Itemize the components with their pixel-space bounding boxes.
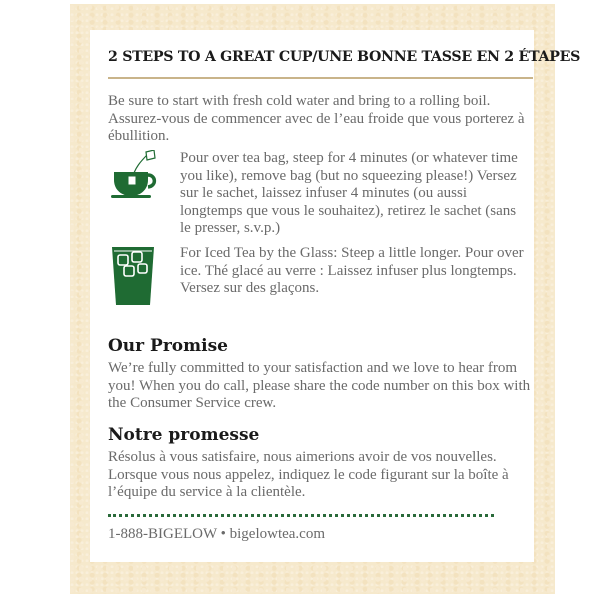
title-divider xyxy=(108,77,533,79)
promise-text: We’re fully committed to your satisfaction and we love to hear from you! When you do call, please share the code number on this box with the Consumer Service crew. xyxy=(108,360,531,411)
hot-tea-instructions: Pour over tea bag, steep for 4 minutes (or whatever time you like), remove bag (but no squeezing please!) Versez sur le sachet, laissez infuser 4 minutes (ou aussi longtemps que vous le souhaitez), retirez le sachet (sans le presser, s.v.p.) xyxy=(180,150,518,236)
instructions-panel xyxy=(90,30,581,562)
contact-footer: 1-888-BIGELOW • bigelowtea.com xyxy=(108,526,326,542)
iced-glass-icon xyxy=(110,245,156,307)
tea-cup-icon xyxy=(108,150,160,200)
iced-tea-instructions: For Iced Tea by the Glass: Steep a little longer. Pour over ice. Thé glacé au verre : Laissez infuser plus longtemps. Versez sur des glaçons. xyxy=(180,245,524,296)
promise-heading: Our Promise xyxy=(108,336,228,356)
dotted-divider xyxy=(108,514,494,517)
page-title: 2 STEPS TO A GREAT CUP/UNE BONNE TASSE EN 2 ÉTAPES xyxy=(108,49,581,65)
promesse-text: Résolus à vous satisfaire, nous aimerions avoir de vos nouvelles. Lorsque vous nous appelez, indiquez le code figurant sur la boîte à l’équipe du service à la clientèle. xyxy=(108,449,509,500)
promesse-heading: Notre promesse xyxy=(108,425,260,445)
intro-text: Be sure to start with fresh cold water and bring to a rolling boil. Assurez-vous de commencer avec de l’eau froide que vous porterez à ébullition. xyxy=(108,93,525,144)
